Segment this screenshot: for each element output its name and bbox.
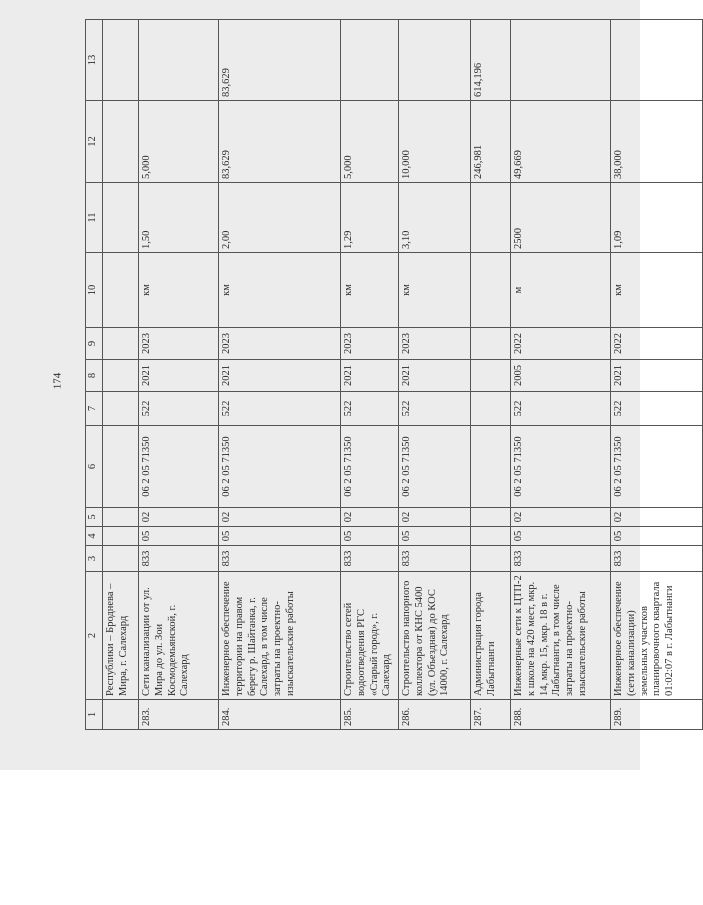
table-container: [85, 20, 676, 730]
table-cell-col10: км: [341, 253, 399, 328]
table-cell-col12: 49,669: [511, 101, 611, 183]
table-cell-col4: [471, 527, 511, 546]
table-row: [611, 20, 703, 730]
table-cell-col8: [103, 360, 139, 392]
table-cell-col2: Республики – Броднева – Мира, г. Салехард: [103, 572, 139, 700]
table-cell-col2: Администрация города Лабытнанги: [471, 572, 511, 700]
table-cell-col6: 06 2 05 71350: [511, 426, 611, 508]
table-cell-col8: 2021: [399, 360, 471, 392]
table-cell-col13: [103, 20, 139, 101]
header-row: [86, 20, 103, 730]
table-cell-col10: м: [511, 253, 611, 328]
table-cell-col4: 05: [399, 527, 471, 546]
table-cell-col3: [103, 546, 139, 572]
col-header: 1: [86, 700, 103, 730]
col-header: 3: [86, 546, 103, 572]
table-cell-col8: 2021: [611, 360, 703, 392]
table-cell-col5: 02: [341, 508, 399, 527]
table-cell-col2: Сети канализации от ул. Мира до ул. Зои Космодемьянской, г. Салехард: [139, 572, 219, 700]
table-cell-col9: [471, 328, 511, 360]
table-cell-col1: 286.: [399, 700, 471, 730]
table-cell-col11: 1,29: [341, 183, 399, 253]
table-cell-col11: 1,50: [139, 183, 219, 253]
table-cell-col11: 2500: [511, 183, 611, 253]
table-cell-col10: [103, 253, 139, 328]
table-cell-col9: 2022: [511, 328, 611, 360]
table-cell-col6: 06 2 05 71350: [139, 426, 219, 508]
table-cell-col10: [471, 253, 511, 328]
table-cell-col2: Инженерное обеспечение территории на правом берегу р. Шайтанка, г. Салехард, в том числе затраты на проектно-изыскательские работы: [219, 572, 341, 700]
table-cell-col5: [103, 508, 139, 527]
table-row: [219, 20, 341, 730]
table-cell-col7: [471, 392, 511, 426]
table-row: [103, 20, 139, 730]
table-cell-col6: 06 2 05 71350: [611, 426, 703, 508]
table-cell-col11: [471, 183, 511, 253]
table-cell-col3: 833: [399, 546, 471, 572]
table-cell-col3: 833: [219, 546, 341, 572]
table-cell-col10: км: [399, 253, 471, 328]
table-cell-col6: 06 2 05 71350: [341, 426, 399, 508]
table-cell-col11: 1,09: [611, 183, 703, 253]
table-cell-col13: 614,196: [471, 20, 511, 101]
table-cell-col5: [471, 508, 511, 527]
table-cell-col12: [103, 101, 139, 183]
table-cell-col11: 3,10: [399, 183, 471, 253]
table-cell-col4: 05: [341, 527, 399, 546]
table-cell-col13: 83,629: [219, 20, 341, 101]
table-cell-col1: 288.: [511, 700, 611, 730]
table-cell-col10: км: [139, 253, 219, 328]
table-cell-col1: [103, 700, 139, 730]
table-cell-col11: 2,00: [219, 183, 341, 253]
table-cell-col3: [471, 546, 511, 572]
table-cell-col9: 2023: [399, 328, 471, 360]
table-cell-col3: 833: [341, 546, 399, 572]
table-cell-col7: 522: [139, 392, 219, 426]
col-header: 4: [86, 527, 103, 546]
table-cell-col13: [511, 20, 611, 101]
table-cell-col7: [103, 392, 139, 426]
table-cell-col3: 833: [611, 546, 703, 572]
table-cell-col8: 2021: [341, 360, 399, 392]
table-cell-col10: км: [611, 253, 703, 328]
table-cell-col12: 246,981: [471, 101, 511, 183]
table-cell-col4: 05: [139, 527, 219, 546]
page-number: 174: [51, 372, 64, 390]
table-cell-col9: 2022: [611, 328, 703, 360]
table-cell-col4: 05: [219, 527, 341, 546]
table-cell-col2: Инженерное обеспечение (сети канализации) земельных участков планировочного квартала 01:02:07 в г. Лабытнанги: [611, 572, 703, 700]
table-cell-col12: 5,000: [139, 101, 219, 183]
col-header: 7: [86, 392, 103, 426]
table-cell-col3: 833: [511, 546, 611, 572]
table-cell-col7: 522: [611, 392, 703, 426]
table-cell-col1: 287.: [471, 700, 511, 730]
table-cell-col4: 05: [511, 527, 611, 546]
table-row: [399, 20, 471, 730]
col-header: 11: [86, 183, 103, 253]
table-cell-col7: 522: [399, 392, 471, 426]
col-header: 12: [86, 101, 103, 183]
table-cell-col12: 83,629: [219, 101, 341, 183]
table-cell-col6: 06 2 05 71350: [219, 426, 341, 508]
table-cell-col12: 5,000: [341, 101, 399, 183]
table-cell-col8: 2005: [511, 360, 611, 392]
table-cell-col1: 283.: [139, 700, 219, 730]
table-cell-col7: 522: [341, 392, 399, 426]
table-row: [471, 20, 511, 730]
col-header: 6: [86, 426, 103, 508]
table-cell-col4: [103, 527, 139, 546]
table-cell-col9: 2023: [139, 328, 219, 360]
table-cell-col5: 02: [399, 508, 471, 527]
table-cell-col5: 02: [139, 508, 219, 527]
table-cell-col12: 10,000: [399, 101, 471, 183]
table-cell-col13: [611, 20, 703, 101]
col-header: 9: [86, 328, 103, 360]
table-row: [139, 20, 219, 730]
table-cell-col2: Инженерные сети к ЦТП-2 к школе на 420 мест, мкр. 14, мкр. 15, мкр. 18 в г. Лабытнанги, в том числе затраты на проектно-изыскательские работы: [511, 572, 611, 700]
table-cell-col1: 284.: [219, 700, 341, 730]
col-header: 13: [86, 20, 103, 101]
table-cell-col5: 02: [511, 508, 611, 527]
table-cell-col9: 2023: [219, 328, 341, 360]
table-cell-col13: [341, 20, 399, 101]
table-cell-col2: Строительство напорного коллектора от КНС 5400 (ул. Объездная) до КОС 14000, г. Салехард: [399, 572, 471, 700]
table-cell-col8: 2021: [139, 360, 219, 392]
table-cell-col11: [103, 183, 139, 253]
table-cell-col6: 06 2 05 71350: [399, 426, 471, 508]
table-cell-col5: 02: [611, 508, 703, 527]
table-cell-col6: [103, 426, 139, 508]
table-cell-col5: 02: [219, 508, 341, 527]
table-cell-col4: 05: [611, 527, 703, 546]
col-header: 2: [86, 572, 103, 700]
table-cell-col7: 522: [511, 392, 611, 426]
col-header: 10: [86, 253, 103, 328]
table-row: [511, 20, 611, 730]
table-cell-col1: 289.: [611, 700, 703, 730]
table-cell-col1: 285.: [341, 700, 399, 730]
table-cell-col12: 38,000: [611, 101, 703, 183]
table-cell-col2: Строительство сетей водоотведения РГС «Старый город», г. Салехард: [341, 572, 399, 700]
table-cell-col10: км: [219, 253, 341, 328]
col-header: 8: [86, 360, 103, 392]
table-cell-col7: 522: [219, 392, 341, 426]
col-header: 5: [86, 508, 103, 527]
table-cell-col13: [399, 20, 471, 101]
table-cell-col13: [139, 20, 219, 101]
table-cell-col8: 2021: [219, 360, 341, 392]
table-cell-col9: 2023: [341, 328, 399, 360]
table-cell-col8: [471, 360, 511, 392]
table-cell-col9: [103, 328, 139, 360]
table-row: [341, 20, 399, 730]
data-table: [85, 19, 703, 730]
table-cell-col3: 833: [139, 546, 219, 572]
table-cell-col6: [471, 426, 511, 508]
